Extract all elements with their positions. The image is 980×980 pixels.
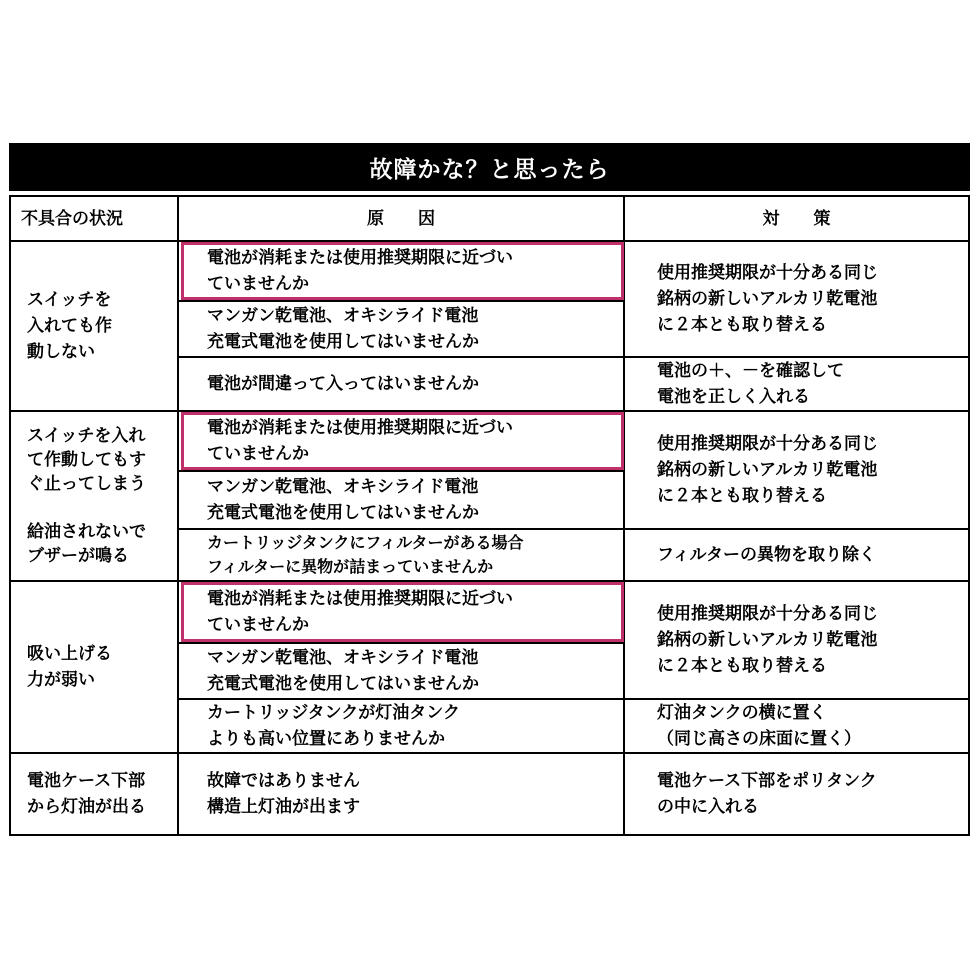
- remedy-cell: 電池の＋、－を確認して 電池を正しく入れる: [657, 361, 844, 407]
- cause-cell: 電池が間違って入ってはいませんか: [207, 374, 479, 394]
- cause-cell: マンガン乾電池、オキシライド電池 充電式電池を使用してはいませんか: [207, 477, 479, 523]
- remedy-cell: 電池ケース下部をポリタンク の中に入れる: [657, 771, 877, 817]
- symptom-cell: スイッチを 入れても作 動しない: [27, 290, 112, 362]
- cause-cell: 電池が消耗または使用推奨期限に近づい ていませんか: [207, 248, 513, 294]
- header-remedy: 対 策: [762, 208, 831, 229]
- symptom-cell: 吸い上げる 力が弱い: [27, 644, 112, 690]
- remedy-cell: 使用推奨期限が十分ある同じ 銘柄の新しいアルカリ乾電池 に２本とも取り替える: [657, 604, 878, 676]
- cause-cell: 故障ではありません 構造上灯油が出ます: [207, 771, 360, 817]
- cause-cell: カートリッジタンクが灯油タンク よりも高い位置にありませんか: [207, 703, 460, 749]
- cause-cell: 電池が消耗または使用推奨期限に近づい ていませんか: [207, 589, 513, 635]
- remedy-cell: 使用推奨期限が十分ある同じ 銘柄の新しいアルカリ乾電池 に２本とも取り替える: [657, 434, 878, 506]
- cause-cell: マンガン乾電池、オキシライド電池 充電式電池を使用してはいませんか: [207, 306, 479, 352]
- cause-cell: 電池が消耗または使用推奨期限に近づい ていませんか: [207, 418, 513, 464]
- header-symptom: 不具合の状況: [21, 208, 123, 229]
- cause-cell: カートリッジタンクにフィルターがある場合 フィルターに異物が詰まっていませんか: [207, 533, 524, 576]
- remedy-cell: 使用推奨期限が十分ある同じ 銘柄の新しいアルカリ乾電池 に２本とも取り替える: [657, 263, 878, 335]
- remedy-cell: 灯油タンクの横に置く （同じ高さの床面に置く）: [657, 703, 861, 749]
- remedy-cell: フィルターの異物を取り除く: [657, 545, 876, 565]
- cause-cell: マンガン乾電池、オキシライド電池 充電式電池を使用してはいませんか: [207, 648, 479, 694]
- page-title: 故障かな？と思ったら: [9, 143, 970, 191]
- column-divider: [623, 197, 625, 834]
- troubleshooting-table: [9, 195, 970, 836]
- symptom-cell: 電池ケース下部 から灯油が出る: [27, 771, 146, 817]
- column-divider: [177, 197, 179, 834]
- header-cause: 原 因: [367, 208, 435, 229]
- symptom-cell: スイッチを入れ て作動してもす ぐ止ってしまう 給油されないで ブザーが鳴る: [27, 426, 146, 566]
